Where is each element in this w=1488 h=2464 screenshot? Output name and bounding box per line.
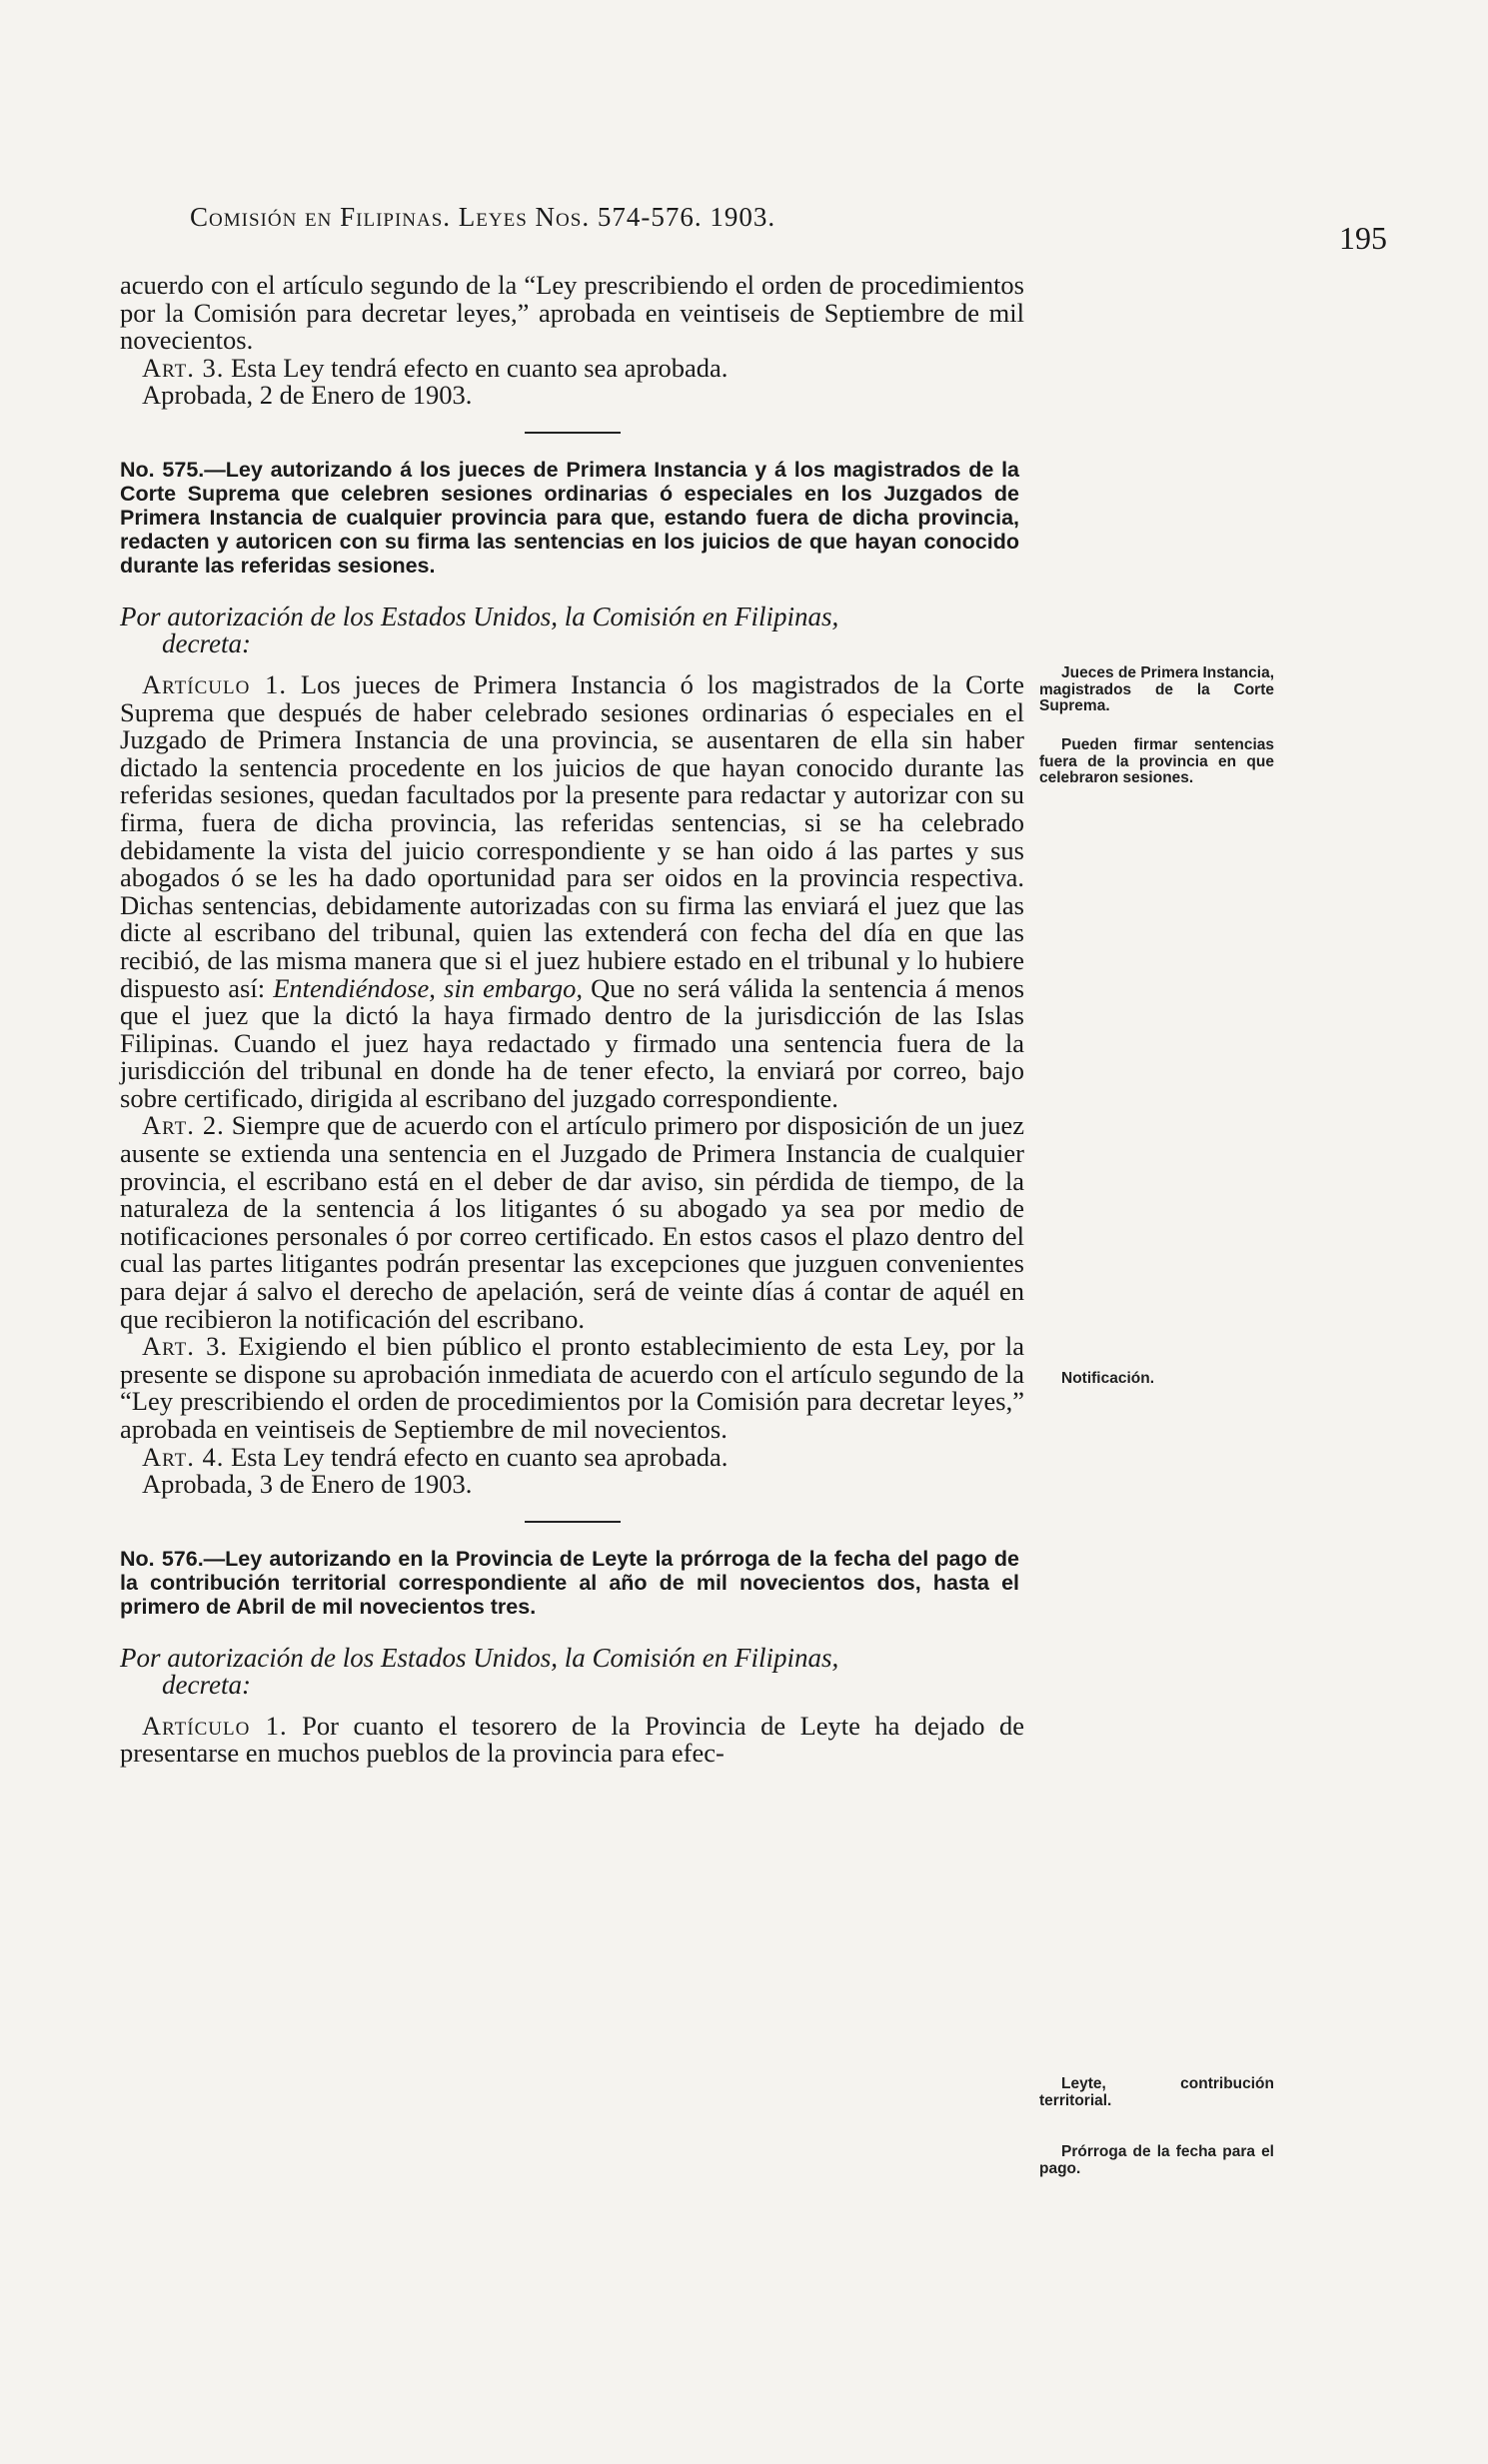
law-576-enacting-clause <box>120 1642 1024 1700</box>
continuation-paragraph: acuerdo con el artículo segundo de la “Ley prescribiendo el orden de procedimientos por la Comisión para decretar leyes,” aprobada en veintiseis de Septiembre de mil novecientos. <box>120 270 1024 356</box>
law-575-heading: No. 575.—Ley autorizando á los jueces de Primera Instancia y á los magistrados de la Corte Suprema que celebren sesiones ordinarias ó especiales en los Juzgados de Primera Instancia de cualquier provincia para que, estando fuera de dicha provincia, redacten y autoricen con su firma las sentencias en los juicios de que hayan conocido durante las referidas sesiones. <box>120 457 1019 578</box>
approval-date: Aprobada, 2 de Enero de 1903. <box>142 380 473 411</box>
margin-note-notification: Notificación. <box>1061 1370 1155 1387</box>
article-label: Artículo 1. <box>142 668 288 699</box>
law-575-article-4 <box>120 1441 1024 1472</box>
article-label: Art. 3. <box>142 1331 228 1362</box>
law-576-article-1 <box>120 1710 1025 1769</box>
enacting-decreta: decreta: <box>162 627 251 658</box>
continuation-article-3 <box>120 352 1024 383</box>
article-text-cont: Que no será válida la sentencia á menos que el juez que la dictó la haya firmado dentro de la jurisdicción de las Islas Filipinas. Cuando el juez haya redactado y firmado una sentencia fuera de la jurisdicción del tribunal en donde ha de tener efecto, la enviará por correo, bajo sobre certificado, dirigida al escribano del juzgado correspondiente. <box>120 972 1025 1113</box>
article-text: Esta Ley tendrá efecto en cuanto sea aprobada. <box>231 1441 729 1472</box>
margin-note-sign-sentences: Pueden firmar sentencias fuera de la provincia en que celebraron sesiones. <box>1039 736 1274 786</box>
law-575-enacting-clause <box>120 601 1024 658</box>
article-text: Exigiendo el bien público el pronto establecimiento de esta Ley, por la presente se dispone su aprobación inmediata de acuerdo con el artículo segundo de la “Ley prescribiendo el orden de procedimientos por la Comisión para decretar leyes,” aprobada en veintiseis de Septiembre de mil novecientos. <box>120 1331 1024 1444</box>
approval-date: Aprobada, 3 de Enero de 1903. <box>142 1469 473 1500</box>
margin-note-judges: Jueces de Primera Instancia, magistrados de la Corte Suprema. <box>1039 664 1274 714</box>
article-text: Siempre que de acuerdo con el artículo primero por disposición de un juez ausente se extienda una sentencia en el Juzgado de Primera Instancia de cualquier provincia, el escribano está en el deber de dar aviso, sin pérdida de tiempo, de la naturaleza de la sentencia á los litigantes ó su abogado ya sea por medio de notificaciones personales ó por correo certificado. En estos casos el plazo dentro del cual las partes litigantes podrán presentar las excepciones que juzguen convenientes para dejar á salvo el derecho de apelación, será de veinte días á contar de aquél en que recibieron la notificación del escribano. <box>120 1110 1024 1334</box>
section-divider <box>525 1521 621 1523</box>
enacting-line: Por autorización de los Estados Unidos, la Comisión en Filipinas, <box>120 1642 839 1673</box>
article-text: Esta Ley tendrá efecto en cuanto sea aprobada. <box>231 352 729 383</box>
article-text: Los jueces de Primera Instancia ó los magistrados de la Corte Suprema que después de haber celebrado sesiones ordinarias ó especiales en el Juzgado de Primera Instancia de una provincia, se ausentaren de ella sin haber dictado la sentencia procedente en los juicios de que hayan conocido durante las referidas sesiones, quedan facultados por la presente para redactar y autorizar con su firma, fuera de dicha provincia, las referidas sentencias, si se ha celebrado debidamente la vista del juicio correspondiente y se han oido á las partes y sus abogados ó se les ha dado oportunidad para ser oidos en la provincia respectiva. Dichas sentencias, debidamente autorizadas con su firma las enviará el juez que las dicte al escribano del tribunal, quien las extenderá con fecha del día en que las recibió, de las misma manera que si el juez hubiere estado en el tribunal y lo hubiere dispuesto así: <box>120 668 1025 1003</box>
margin-note-leyte-tax: Leyte, contribución territorial. <box>1039 2075 1274 2109</box>
running-head: Comisión en Filipinas. Leyes Nos. 574-576. 1903. <box>190 202 776 232</box>
article-text: Por cuanto el tesorero de la Provincia de Leyte ha dejado de presentarse en muchos pueblos de la provincia para efec- <box>120 1710 1025 1769</box>
page-number: 195 <box>1339 220 1387 256</box>
enacting-decreta: decreta: <box>162 1669 251 1700</box>
article-label: Art. 2. <box>142 1110 225 1141</box>
enacting-line: Por autorización de los Estados Unidos, la Comisión en Filipinas, <box>120 601 839 631</box>
body-column <box>120 272 1024 1768</box>
law-575-article-1 <box>120 668 1025 1113</box>
article-label: Art. 3. <box>142 352 225 383</box>
proviso-italic: Entendiéndose, sin embargo, <box>273 972 583 1003</box>
article-label: Artículo 1. <box>142 1710 288 1741</box>
law-576-heading: No. 576.—Ley autorizando en la Provincia de Leyte la prórroga de la fecha del pago de la contribución territorial correspondiente al año de mil novecientos dos, hasta el primero de Abril de mil novecientos tres. <box>120 1546 1019 1619</box>
law-575-article-3 <box>120 1333 1024 1443</box>
law-575-article-2 <box>120 1112 1024 1333</box>
section-divider <box>525 432 621 434</box>
margin-note-extension: Prórroga de la fecha para el pago. <box>1039 2143 1274 2177</box>
article-label: Art. 4. <box>142 1441 225 1472</box>
